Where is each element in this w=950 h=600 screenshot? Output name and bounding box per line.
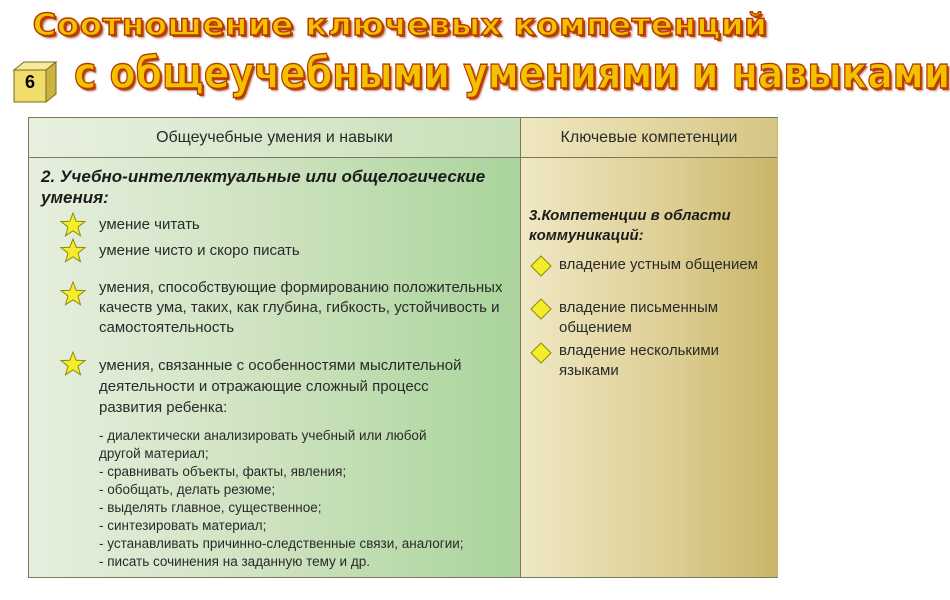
sub-skill-line: - устанавливать причинно-следственные связи, аналогии; bbox=[99, 536, 464, 551]
sub-skill-line: - сравнивать объекты, факты, явления; bbox=[99, 464, 347, 479]
diamond-bullet-icon bbox=[530, 255, 552, 277]
diamond-bullet-icon bbox=[530, 298, 552, 320]
star-bullet-icon bbox=[60, 351, 86, 377]
right-section-title: 3.Компетенции в области коммуникаций: bbox=[529, 207, 731, 244]
star-bullet-icon bbox=[60, 281, 86, 307]
sub-skill-line: - диалектически анализировать учебный или любой bbox=[99, 428, 427, 443]
competency-item: владение несколькими языками bbox=[559, 342, 720, 379]
header-general-skills: Общеучебные умения и навыки bbox=[29, 118, 520, 158]
competency-item: владение устным общением bbox=[559, 256, 758, 273]
slide-title-line-1: Соотношение ключевых компетенций bbox=[32, 8, 768, 43]
competencies-table bbox=[28, 117, 778, 578]
sub-skill-line: - синтезировать материал; bbox=[99, 518, 267, 533]
skill-item: умения, способствующие формированию положительных качеств ума, таких, как глубина, гибкость, устойчивость и самостоятельность bbox=[99, 279, 503, 336]
sub-skill-line: - выделять главное, существенное; bbox=[99, 500, 322, 515]
skill-item: умения, связанные с особенностями мыслительной деятельности и отражающие сложный процесс развития ребенка: bbox=[99, 357, 462, 416]
competency-item: владение письменным общением bbox=[559, 299, 719, 336]
star-bullet-icon bbox=[60, 212, 86, 238]
sub-skill-line: другой материал; bbox=[99, 446, 209, 461]
skill-item: умение читать bbox=[99, 216, 200, 233]
star-bullet-icon bbox=[60, 238, 86, 264]
sub-skill-line: - обобщать, делать резюме; bbox=[99, 482, 276, 497]
diamond-bullet-icon bbox=[530, 342, 552, 364]
slide-number: 6 bbox=[24, 72, 35, 92]
header-key-competencies: Ключевые компетенции bbox=[520, 118, 777, 158]
sub-skill-line: - писать сочинения на заданную тему и др. bbox=[99, 554, 370, 569]
slide-title-line-2: с общеучебными умениями и навыками bbox=[74, 48, 950, 99]
skill-item: умение чисто и скоро писать bbox=[99, 242, 300, 259]
sub-skill-list bbox=[99, 427, 529, 571]
left-section-title: 2. Учебно-интеллектуальные или общелогические умения: bbox=[41, 167, 486, 207]
